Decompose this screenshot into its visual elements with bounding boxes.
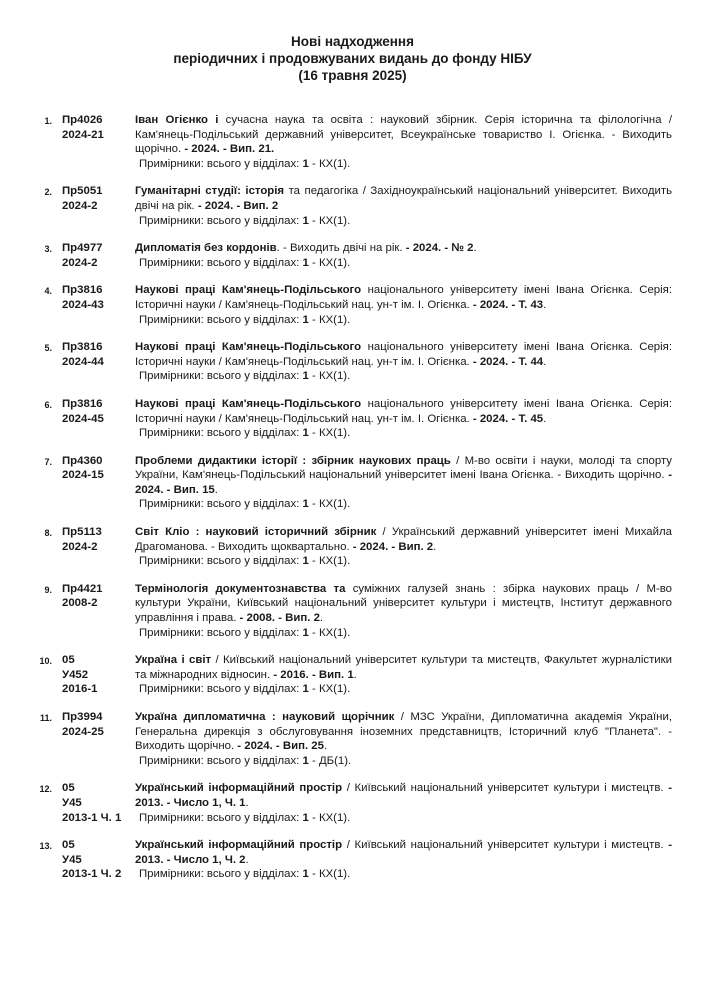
text-segment: - КХ(1). bbox=[308, 868, 351, 881]
entry-body bbox=[135, 184, 672, 228]
call-number-line: 2024-2 bbox=[62, 540, 98, 553]
entry-description bbox=[135, 653, 672, 682]
text-segment: . bbox=[543, 412, 547, 425]
entry-body bbox=[135, 525, 672, 569]
entry-call-number bbox=[52, 781, 135, 825]
entry-call-number bbox=[52, 241, 135, 270]
call-number-line: 2013-1 Ч. 2 bbox=[62, 868, 122, 881]
call-number-line: У45 bbox=[62, 796, 82, 809]
text-segment: 1 bbox=[302, 555, 309, 568]
entry-number: 2. bbox=[44, 187, 52, 198]
text-segment: / МЗС України, Дипломатична академія України, Генеральна дирекція з обслуговування іноземних представництв, Історичний клуб "Планета". - Виходить щорічно. bbox=[135, 711, 672, 753]
call-number-line: Пр3816 bbox=[62, 341, 103, 354]
text-segment: - 2013. - Число 1, Ч. 1 bbox=[135, 782, 673, 809]
entry-copies-line bbox=[135, 626, 672, 641]
catalog-entry bbox=[0, 241, 705, 270]
text-segment: Термінологія документознавства та bbox=[135, 582, 346, 595]
entry-description bbox=[135, 113, 672, 157]
text-segment: - КХ(1). bbox=[308, 214, 351, 227]
text-segment: Примірники: всього у відділах: bbox=[139, 754, 303, 767]
call-number-line: 2024-2 bbox=[62, 199, 98, 212]
text-segment: / М-во освіти і науки, молоді та спорту України, Кам'янець-Подільський національний університет імені Івана Огієнка. - Виходить щорічно. bbox=[135, 454, 672, 482]
entry-body bbox=[135, 838, 672, 882]
text-segment: Примірники: всього у відділах: bbox=[139, 214, 303, 227]
entry-copies-line bbox=[135, 811, 672, 826]
entry-description bbox=[135, 582, 672, 626]
entry-description bbox=[135, 710, 672, 754]
text-segment: 1 bbox=[302, 498, 309, 511]
text-segment: - КХ(1). bbox=[308, 427, 351, 440]
entry-number: 9. bbox=[44, 584, 52, 595]
text-segment: Примірники: всього у відділах: bbox=[139, 427, 303, 440]
text-segment: Наукові праці Кам'янець-Подільського bbox=[135, 341, 362, 354]
title-line-1: Нові надходження bbox=[291, 34, 414, 49]
text-segment: - КХ(1). bbox=[308, 626, 351, 639]
catalog-entry bbox=[0, 283, 705, 327]
text-segment: - КХ(1). bbox=[308, 811, 351, 824]
text-segment: . bbox=[319, 612, 324, 625]
text-segment: - 2024. - № 2 bbox=[405, 242, 474, 255]
text-segment: - 2024. - Вип. 25 bbox=[237, 740, 324, 753]
text-segment: сучасна наука та освіта : науковий збірник. Серія історична та філологічна / Кам'янець-Подільський державний університет, Всеукраїнське товариство І. Огієнка. - Виходить щорічно. bbox=[135, 114, 672, 156]
text-segment: Примірники: всього у відділах: bbox=[139, 868, 303, 881]
entry-body bbox=[135, 454, 672, 512]
text-segment: Світ Кліо : науковий історичний збірник bbox=[135, 526, 377, 539]
text-segment: 1 bbox=[302, 370, 309, 383]
entry-number: 3. bbox=[44, 244, 52, 255]
text-segment: та педагогіка / Західноукраїнський національний університет. Виходить двічі на рік. bbox=[135, 185, 672, 212]
entry-copies-line bbox=[135, 214, 672, 229]
text-segment: . bbox=[245, 853, 249, 866]
call-number-line: Пр3994 bbox=[62, 711, 103, 723]
entry-copies-line bbox=[135, 369, 672, 384]
entry-description bbox=[135, 838, 672, 867]
entry-call-number bbox=[52, 582, 135, 640]
call-number-line: 2024-43 bbox=[62, 298, 104, 311]
entry-description bbox=[135, 781, 672, 810]
catalog-entry bbox=[0, 838, 705, 882]
entry-call-number bbox=[52, 710, 135, 768]
entry-call-number bbox=[52, 184, 135, 228]
entry-body bbox=[135, 710, 672, 768]
text-segment: Примірники: всього у відділах: bbox=[139, 626, 303, 639]
text-segment: - КХ(1). bbox=[308, 256, 351, 269]
entry-copies-line bbox=[135, 554, 672, 569]
text-segment: суміжних галузей знань : збірка наукових праць / М-во культури України, Київський національний університет культури і мистецтв, Інститут державного управління і права. bbox=[135, 582, 672, 625]
call-number-line: 2024-2 bbox=[62, 256, 98, 269]
text-segment: / Український державний університет імені Михайла Драгоманова. - Виходить щоквартально. bbox=[135, 526, 672, 553]
text-segment: - КХ(1). bbox=[308, 157, 351, 170]
text-segment: / Київський національний університет культури і мистецтв. bbox=[342, 839, 669, 852]
entry-call-number bbox=[52, 454, 135, 512]
entry-call-number bbox=[52, 653, 135, 697]
text-segment: . bbox=[214, 483, 218, 496]
text-segment: - 2008. - Вип. 2 bbox=[239, 612, 320, 625]
entry-number: 10. bbox=[39, 656, 52, 667]
text-segment: Примірники: всього у відділах: bbox=[139, 683, 303, 696]
text-segment: - КХ(1). bbox=[308, 370, 351, 383]
text-segment: - 2024. - Т. 44 bbox=[472, 355, 544, 368]
call-number-line: Пр3816 bbox=[62, 284, 103, 297]
text-segment: Наукові праці Кам'янець-Подільського bbox=[135, 284, 362, 297]
entry-number: 6. bbox=[44, 399, 52, 410]
text-segment: - КХ(1). bbox=[308, 498, 351, 511]
title-line-2: періодичних і продовжуваних видань до фонду НІБУ bbox=[173, 51, 532, 66]
text-segment: - 2024. - Вип. 21. bbox=[184, 143, 275, 156]
text-segment: Примірники: всього у відділах: bbox=[139, 498, 303, 511]
entry-number: 5. bbox=[44, 343, 52, 354]
entry-body bbox=[135, 397, 672, 441]
entry-copies-line bbox=[135, 682, 672, 697]
text-segment: - КХ(1). bbox=[308, 683, 351, 696]
entry-body bbox=[135, 582, 672, 640]
text-segment: 1 bbox=[302, 811, 309, 824]
entry-copies-line bbox=[135, 867, 672, 882]
catalog-entry bbox=[0, 525, 705, 569]
entry-description bbox=[135, 397, 672, 426]
catalog-entry bbox=[0, 781, 705, 825]
text-segment: 1 bbox=[302, 214, 309, 227]
text-segment: - 2013. - Число 1, Ч. 2 bbox=[135, 839, 673, 866]
text-segment: - 2024. - Вип. 2 bbox=[352, 540, 434, 553]
call-number-line: Пр4977 bbox=[62, 242, 103, 255]
entry-description bbox=[135, 283, 672, 312]
call-number-line: Пр4421 bbox=[62, 582, 103, 595]
text-segment: Український інформаційний простір bbox=[135, 839, 343, 852]
entry-body bbox=[135, 653, 672, 697]
text-segment: . bbox=[245, 796, 249, 809]
catalog-entry bbox=[0, 397, 705, 441]
text-segment: національного університету імені Івана Огієнка. Серія: Історичні науки / Кам'янець-Подільський нац. ун-т ім. І. Огієнка. bbox=[135, 341, 672, 368]
catalog-entry bbox=[0, 340, 705, 384]
catalog-entry bbox=[0, 582, 705, 640]
call-number-line: 2024-44 bbox=[62, 355, 104, 368]
text-segment: Український інформаційний простір bbox=[135, 782, 343, 795]
entry-number: 8. bbox=[44, 528, 52, 539]
text-segment: - 2024. - Вип. 15 bbox=[135, 469, 672, 496]
catalog-entry bbox=[0, 653, 705, 697]
catalog-entry bbox=[0, 184, 705, 228]
call-number-line: 2024-45 bbox=[62, 412, 104, 425]
entry-description bbox=[135, 241, 672, 256]
text-segment: - 2024. - Вип. 2 bbox=[197, 199, 279, 212]
entry-call-number bbox=[52, 525, 135, 569]
text-segment: Примірники: всього у відділах: bbox=[139, 555, 303, 568]
entry-call-number bbox=[52, 838, 135, 882]
entry-call-number bbox=[52, 283, 135, 327]
text-segment: - КХ(1). bbox=[308, 555, 351, 568]
entry-body bbox=[135, 283, 672, 327]
entry-call-number bbox=[52, 397, 135, 441]
call-number-line: Пр5051 bbox=[62, 185, 103, 198]
entry-number: 7. bbox=[44, 456, 52, 467]
entry-body bbox=[135, 781, 672, 825]
text-segment: Україна дипломатична : науковий щорічник bbox=[135, 711, 395, 723]
text-segment: 1 bbox=[302, 626, 309, 639]
entry-number: 1. bbox=[44, 116, 52, 126]
entry-call-number bbox=[52, 340, 135, 384]
text-segment: Дипломатія без кордонів bbox=[135, 242, 277, 255]
text-segment: - ДБ(1). bbox=[308, 754, 352, 767]
text-segment: 1 bbox=[302, 427, 309, 440]
entry-copies-line bbox=[135, 426, 672, 441]
entry-call-number bbox=[52, 113, 135, 171]
text-segment: Проблеми дидактики історії : збірник наукових праць bbox=[135, 454, 451, 467]
text-segment: / Київський національний університет культури та мистецтв, Факультет журналістики та міжнародних відносин. bbox=[135, 654, 672, 681]
text-segment: . bbox=[543, 298, 547, 311]
text-segment: 1 bbox=[302, 868, 309, 881]
catalog-entry bbox=[0, 454, 705, 512]
call-number-line: У452 bbox=[62, 668, 89, 681]
call-number-line: 2016-1 bbox=[62, 683, 98, 696]
text-segment: - 2024. - Т. 45 bbox=[472, 412, 544, 425]
text-segment: . bbox=[323, 740, 328, 753]
entry-copies-line bbox=[135, 497, 672, 512]
entry-number: 11. bbox=[39, 713, 52, 723]
entry-copies-line bbox=[135, 157, 672, 172]
entry-description bbox=[135, 454, 672, 498]
entry-body bbox=[135, 113, 672, 171]
catalog-entry bbox=[0, 113, 705, 171]
text-segment: національного університету імені Івана Огієнка. Серія: Історичні науки / Кам'янець-Подільський нац. ун-т ім. І. Огієнка. bbox=[135, 397, 672, 425]
entry-number: 13. bbox=[39, 841, 52, 852]
text-segment: Україна і світ bbox=[135, 654, 212, 667]
call-number-line: 2024-21 bbox=[62, 128, 104, 141]
text-segment: . bbox=[433, 540, 437, 553]
entry-copies-line bbox=[135, 256, 672, 271]
call-number-line: Пр4026 bbox=[62, 114, 103, 126]
text-segment: 1 bbox=[302, 754, 309, 767]
call-number-line: Пр5113 bbox=[62, 526, 102, 539]
call-number-line: 05 bbox=[62, 782, 75, 795]
call-number-line: Пр3816 bbox=[62, 397, 103, 410]
call-number-line: 2024-15 bbox=[62, 469, 104, 482]
text-segment: . bbox=[543, 355, 547, 368]
acquisitions-list bbox=[0, 113, 705, 882]
entry-body bbox=[135, 340, 672, 384]
text-segment: Примірники: всього у відділах: bbox=[139, 313, 303, 326]
page-title bbox=[0, 33, 705, 84]
entry-copies-line bbox=[135, 754, 672, 769]
entry-copies-line bbox=[135, 313, 672, 328]
text-segment: 1 bbox=[302, 256, 309, 269]
text-segment: національного університету імені Івана Огієнка. Серія: Історичні науки / Кам'янець-Подільський нац. ун-т ім. І. Огієнка. bbox=[135, 284, 672, 311]
call-number-line: У45 bbox=[62, 853, 82, 866]
entry-description bbox=[135, 525, 672, 554]
text-segment: 1 bbox=[302, 683, 309, 696]
entry-number: 12. bbox=[39, 784, 52, 795]
call-number-line: 2008-2 bbox=[62, 597, 98, 610]
text-segment: - 2024. - Т. 43 bbox=[472, 298, 544, 311]
text-segment: 1 bbox=[302, 313, 309, 326]
entry-description bbox=[135, 340, 672, 369]
text-segment: 1 bbox=[302, 157, 309, 170]
text-segment: Примірники: всього у відділах: bbox=[139, 157, 303, 170]
text-segment: - КХ(1). bbox=[308, 313, 351, 326]
entry-description bbox=[135, 184, 672, 213]
text-segment: . bbox=[473, 242, 477, 255]
title-line-3: (16 травня 2025) bbox=[298, 68, 407, 83]
text-segment: Іван Огієнко і bbox=[135, 114, 219, 126]
catalog-entry bbox=[0, 710, 705, 768]
text-segment: . bbox=[353, 668, 357, 681]
call-number-line: 2024-25 bbox=[62, 725, 104, 738]
text-segment: / Київський національний університет культури і мистецтв. bbox=[342, 782, 669, 795]
text-segment: Наукові праці Кам'янець-Подільського bbox=[135, 397, 362, 410]
text-segment: . - Виходить двічі на рік. bbox=[276, 242, 406, 255]
text-segment: Примірники: всього у відділах: bbox=[139, 256, 303, 269]
text-segment: - 2016. - Вип. 1 bbox=[273, 668, 354, 681]
call-number-line: 05 bbox=[62, 839, 75, 852]
call-number-line: 05 bbox=[62, 654, 75, 667]
text-segment: Примірники: всього у відділах: bbox=[139, 370, 303, 383]
entry-number: 4. bbox=[44, 286, 52, 297]
call-number-line: 2013-1 Ч. 1 bbox=[62, 811, 122, 824]
text-segment: Примірники: всього у відділах: bbox=[139, 811, 303, 824]
call-number-line: Пр4360 bbox=[62, 454, 103, 467]
text-segment: Гуманітарні студії: історія bbox=[135, 185, 285, 198]
entry-body bbox=[135, 241, 672, 270]
